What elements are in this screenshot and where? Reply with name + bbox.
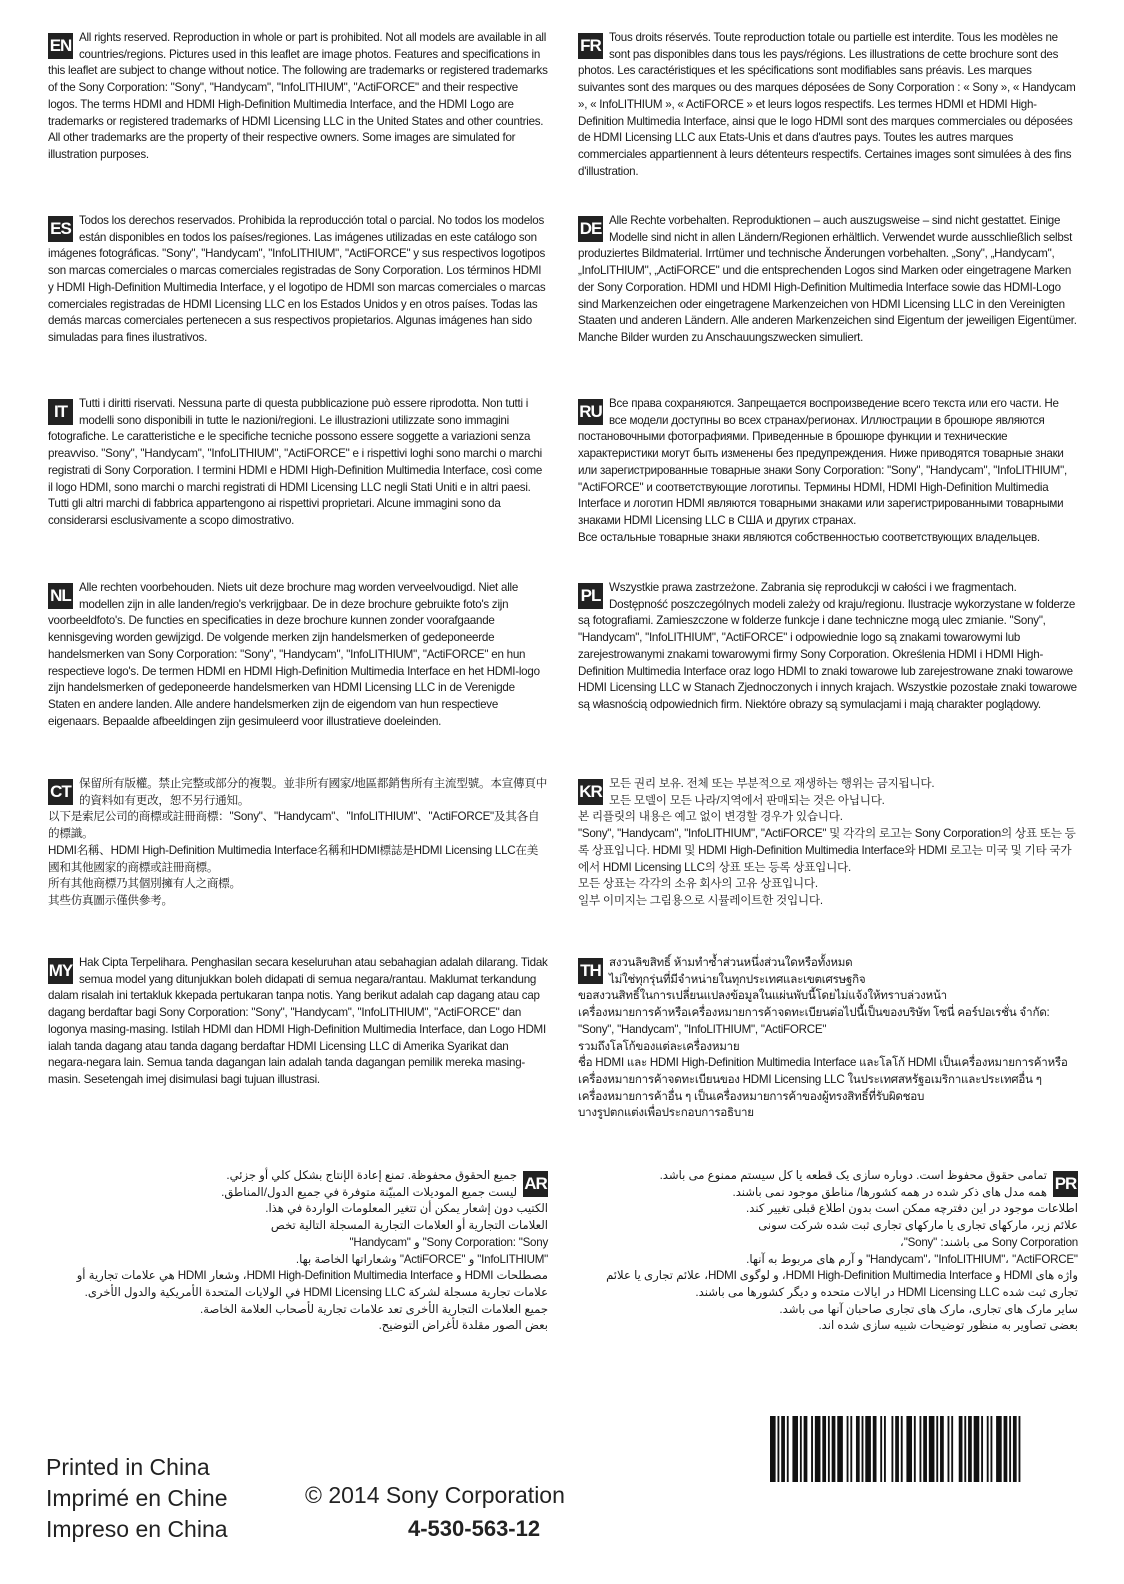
barcode-bar xyxy=(781,1416,785,1482)
notice-text-fr: Tous droits réservés. Toute reproduction totale ou partielle est interdite. Tous les modèles ne sont pas disponibles dans tous les pays/régions. Les illustrations de cette brochure sont des photos. Les caractéristiques et les spécifications sont modifiables sans préavis. Les marques suivantes sont des marques ou des marques déposées de Sony Corporation : « Sony », « Handycam », « InfoLITHIUM », « ActiFORCE » et leurs logos respectifs. Les termes HDMI et HDMI High-Definition Multimedia Interface, ainsi que le logo HDMI sont des marques commerciales ou déposées de HDMI Licensing LLC aux Etats-Unis et dans d'autres pays. Toutes les autres marques commerciales appartiennent à leurs détenteurs respectifs. Certaines images sont simulées à des fins d'illustration. xyxy=(578,31,1076,178)
language-badge-pr: PR xyxy=(1053,1171,1078,1197)
barcode-bar xyxy=(804,1416,808,1482)
barcode-bar xyxy=(884,1416,886,1482)
barcode-bar xyxy=(923,1416,927,1482)
notice-fr xyxy=(578,30,1078,180)
printed-line-fr: Imprimé en Chine xyxy=(46,1485,228,1511)
notice-nl xyxy=(48,580,548,730)
barcode-bar xyxy=(901,1416,903,1482)
barcode-bar xyxy=(822,1416,826,1482)
notice-text-ru: Все права сохраняются. Запрещается воспроизведение всего текста или его части. Не все модели доступны во всех странах/регионах. Иллюстрации в брошюре являются постановочными фотографиями. Приведенные в брошюре функции и технические характеристики могут быть изменены без предупреждения. Ниже приводятся товарные знаки или зарегистрированные товарные знаки Sony Corporation: "Sony", "Handycam", "InfoLITHIUM", "ActiFORCE" и соответствующие логотипы. Термины HDMI, HDMI High-Definition Multimedia Interface и логотип HDMI являются товарными знаками или зарегистрированными товарными знаками HDMI Licensing LLC в США и других странах. Все остальные товарные знаки являются собственностью соответствующих владельцев. xyxy=(578,397,1067,544)
language-badge-de: DE xyxy=(578,216,603,242)
barcode-bar xyxy=(800,1416,802,1482)
barcode-bar xyxy=(880,1416,882,1482)
notice-pl xyxy=(578,580,1078,714)
barcode-bar xyxy=(1013,1416,1017,1482)
barcode-bar xyxy=(770,1416,776,1482)
language-badge-ar: AR xyxy=(523,1171,548,1197)
notice-text-it: Tutti i diritti riservati. Nessuna parte di questa pubblicazione può essere riprodotta. Non tutti i modelli sono disponibili in tutte le nazioni/regioni. Le illustrazioni utilizzate sono immagini fotografiche. Le caratteristiche e le specifiche tecniche possono essere soggette a variazioni senza preavviso. "Sony", "Handycam", "InfoLITHIUM", "ActiFORCE" e i rispettivi loghi sono marchi o marchi registrati di Sony Corporation. I termini HDMI e HDMI High-Definition Multimedia Interface, così come il logo HDMI, sono marchi o marchi registrati di HDMI Licensing LLC negli Stati Uniti e in altri paesi. Tutti gli altri marchi di fabbrica appartengono ai rispettivi proprietari. Alcune immagini sono da considerarsi esclusivamente a scopo dimostrativo. xyxy=(48,397,543,527)
barcode-bar xyxy=(891,1416,893,1482)
printed-in-block xyxy=(46,1452,228,1545)
barcode-bar xyxy=(990,1416,992,1482)
language-badge-ru: RU xyxy=(578,399,603,425)
language-badge-kr: KR xyxy=(578,779,603,805)
notice-text-my: Hak Cipta Terpelihara. Penghasilan secara keseluruhan atau sebahagian adalah dilarang. Tidak semua model yang ditunjukkan boleh didapati di semua negara/rantau. Maklumat terkandung dalam risalah ini tertakluk kkepada pertukaran tanpa notis. Yang berikut adalah cap dagang atau cap dagang berdaftar bagi Sony Corporation: "Sony", "Handycam", "InfoLITHIUM", "ActiFORCE" dan logonya masing-masing. Istilah HDMI dan HDMI High-Definition Multimedia Interface, dan Logo HDMI ialah tanda dagang atau tanda dagang berdaftar HDMI Licensing LLC di Amerika Syarikat dan negara-negara lain. Semua tanda dagangan lain adalah tanda dagangan pemilik mereka masing-masin. Sesetengah imej disimulasi bagi tujuan illustrasi. xyxy=(48,956,548,1086)
barcode-bar xyxy=(919,1416,921,1482)
notice-text-en: All rights reserved. Reproduction in whole or part is prohibited. Not all models are available in all countries/regions. Pictures used in this leaflet are image photos. Features and specifications in this leaflet are subject to change without notice. The following are trademarks or registered trademarks of the Sony Corporation: "Sony", "Handycam", "InfoLITHIUM", "ActiFORCE" and their respective logos. The terms HDMI and HDMI High-Definition Multimedia Interface, and the HDMI Logo are trademarks or registered trademarks of HDMI Licensing LLC in the United States and other countries. All other trademarks are the property of their respective owners. Some images are simulated for illustration purposes. xyxy=(48,31,548,161)
notice-it xyxy=(48,396,548,530)
notice-ru xyxy=(578,396,1078,546)
part-number: 4-530-563-12 xyxy=(408,1516,541,1541)
barcode-bar xyxy=(895,1416,899,1482)
barcode-bar xyxy=(862,1416,864,1482)
language-badge-es: ES xyxy=(48,216,73,242)
barcode-bar xyxy=(856,1416,860,1482)
notice-pr xyxy=(578,1168,1078,1335)
language-badge-th: TH xyxy=(578,958,603,984)
language-badge-nl: NL xyxy=(48,583,73,609)
barcode-bar xyxy=(914,1416,916,1482)
notice-text-pr: تمامی حقوق محفوظ است. دوباره سازی یک قطعه یا کل سیستم ممنوع می باشد. همه مدل های ذکر شده در همه کشورها/ مناطق موجود نمی باشند. اطلاعات موجود در این دفترچه ممکن است بدون اطلاع قبلی تغییر کند. علائم زیر، مارکهای تجاری یا مارکهای تجاری ثبت شده شرکت سونی Sony Corporation می باشند: "Sony"، "Handycam"، "InfoLITHIUM"، "ActiFORCE" و آرم های مربوط به آنها. واژه های HDMI و HDMI High-Definition Multimedia Interface، و لوگوی HDMI، علائم تجاری یا علائم تجاری ثبت شده HDMI Licensing LLC در ایالات متحده و دیگر کشورها می باشند. سایر مارک های تجاری، مارک های تجاری صاحبان آنها می باشد. بعضی تصاویر به منظور توضیحات شبیه سازی شده اند. xyxy=(606,1169,1078,1333)
barcode-bar xyxy=(837,1416,843,1482)
barcode-bar xyxy=(951,1416,953,1482)
notice-text-nl: Alle rechten voorbehouden. Niets uit deze brochure mag worden verveelvoudigd. Niet alle modellen zijn in alle landen/regio's verkrijgbaar. De in deze brochure gebruikte foto's zijn voorbeeldfoto's. De functies en specificaties in deze brochure kunnen zonder voorafgaande kennisgeving worden gewijzigd. De volgende merken zijn handelsmerken of gedeponeerde handelsmerken van Sony Corporation: "Sony", "Handycam", "InfoLITHIUM", "ActiFORCE" en hun respectieve logo's. De termen HDMI en HDMI High-Definition Multimedia Interface en het HDMI-logo zijn handelsmerken of gedeponeerde handelsmerken van HDMI Licensing LLC in de Verenigde Staten en andere landen. Alle andere handelsmerken zijn de eigendom van hun respectieve eigenaars. Bepaalde afbeeldingen zijn gesimuleerd voor illustratieve doeleinden. xyxy=(48,581,540,728)
barcode-bar xyxy=(948,1416,950,1482)
notice-text-kr: 모든 권리 보유. 전체 또는 부분적으로 재생하는 행위는 금지됩니다. 모든 모델이 모든 나라/지역에서 판매되는 것은 아닙니다. 본 리플릿의 내용은 예고 없이 변경할 경우가 있습니다. "Sony", "Handycam", "InfoLITHIUM", "ActiFORCE" 및 각각의 로고는 Sony Corporation의 상표 또는 등록 상표입니다. HDMI 및 HDMI High-Definition Multimedia Interface와 HDMI 로고는 미국 및 기타 국가에서 HDMI Licensing LLC의 상표 또는 등록 상표입니다. 모든 상표는 각각의 소유 회사의 고유 상표입니다. 일부 이미지는 그림용으로 시뮬레이트한 것입니다. xyxy=(578,777,1076,907)
barcode-bar xyxy=(828,1416,830,1482)
barcode-bar xyxy=(936,1416,938,1482)
notice-ar xyxy=(48,1168,548,1335)
barcode-bar xyxy=(1009,1416,1011,1482)
printed-line-es: Impreso en China xyxy=(46,1516,228,1542)
language-badge-fr: FR xyxy=(578,33,603,59)
barcode-bar xyxy=(1004,1416,1008,1482)
notice-th xyxy=(578,955,1078,1122)
barcode-bar xyxy=(832,1416,836,1482)
barcode-bar xyxy=(792,1416,798,1482)
notice-kr xyxy=(578,776,1078,910)
notice-es xyxy=(48,213,548,347)
notice-my xyxy=(48,955,548,1089)
barcode-bar xyxy=(865,1416,871,1482)
barcode-bar xyxy=(968,1416,972,1482)
barcode-bar xyxy=(996,1416,1002,1482)
notice-de xyxy=(578,213,1078,347)
barcode xyxy=(770,1416,1026,1482)
notice-text-th: สงวนลิขสิทธิ์ ห้ามทำซ้ำส่วนหนึ่งส่วนใดหรือทั้งหมด ไม่ใช่ทุกรุ่นที่มีจำหน่ายในทุกประเทศและเขตเศรษฐกิจ ขอสงวนสิทธิ์ในการเปลี่ยนแปลงข้อมูลในแผ่นพับนี้โดยไม่แจ้งให้ทราบล่วงหน้า เครื่องหมายการค้าหรือเครื่องหมายการค้าจดทะเบียนต่อไปนี้เป็นของบริษัท โซนี่ คอร์ปอเรชั่น จำกัด: "Sony", "Handycam", "InfoLITHIUM", "ActiFORCE" รวมถึงโลโก้ของแต่ละเครื่องหมาย ชื่อ HDMI และ HDMI High-Definition Multimedia Interface และโลโก้ HDMI เป็นเครื่องหมายการค้าหรือเครื่องหมายการค้าจดทะเบียนของ HDMI Licensing LLC ในประเทศสหรัฐอเมริกาและประเทศอื่น ๆ เครื่องหมายการค้าอื่น ๆ เป็นเครื่องหมายการค้าของผู้ทรงสิทธิ์ที่รับผิดชอบ บางรูปตกแต่งเพื่อประกอบการอธิบาย xyxy=(578,956,1068,1120)
barcode-bar xyxy=(981,1416,983,1482)
barcode-bar xyxy=(974,1416,980,1482)
barcode-bar xyxy=(850,1416,852,1482)
notice-text-ct: 保留所有版權。禁止完整或部分的複製。並非所有國家/地區都銷售所有主流型號。本宣傳頁中的資料如有更改，恕不另行通知。 以下是索尼公司的商標或註冊商標："Sony"、"Handycam"、"InfoLITHIUM"、"ActiFORCE"及其各自的標識。 HDMI名稱、HDMI High-Definition Multimedia Interface名稱和HDMI標誌是HDMI Licensing LLC在美國和其他國家的商標或註冊商標。 所有其他商標乃其個別擁有人之商標。 其些仿真圖示僅供參考。 xyxy=(48,777,548,907)
notice-text-de: Alle Rechte vorbehalten. Reproduktionen – auch auszugsweise – sind nicht gestattet. Einige Modelle sind nicht in allen Ländern/Regionen erhältlich. Verwendet wurde ausschließlich selbst produziertes Bildmaterial. Irrtümer und technische Änderungen vorbehalten. „Sony", „Handycam", „InfoLITHIUM", „ActiFORCE" und die entsprechenden Logos sind Marken oder eingetragene Marken der Sony Corporation. HDMI und HDMI High-Definition Multimedia Interface sowie das HDMI-Logo sind Markenzeichen oder eingetragene Markenzeichen von HDMI Licensing LLC in den Vereinigten Staaten und anderen Ländern. Alle anderen Markenzeichen sind Eigentum der jeweiligen Eigentümer. Manche Bilder wurden zu Anschauungszwecken simuliert. xyxy=(578,214,1077,344)
notice-text-es: Todos los derechos reservados. Prohibida la reproducción total o parcial. No todos los modelos están disponibles en todos los países/regiones. Las imágenes utilizadas en este catálogo son imágenes fotográficas. "Sony", "Handycam", "InfoLITHIUM", "ActiFORCE" y sus respectivos logotipos son marcas comerciales o marcas comerciales registradas de Sony Corporation. Los términos HDMI y HDMI High-Definition Multimedia Interface, y el logotipo de HDMI son marcas comerciales o marcas comerciales registradas de HDMI Licensing LLC en los Estados Unidos y en otros países. Todas las demás marcas comerciales pertenecen a sus respectivos propietarios. Algunas imágenes han sido simuladas para fines ilustrativos. xyxy=(48,214,546,344)
barcode-bar xyxy=(873,1416,877,1482)
printed-line-en: Printed in China xyxy=(46,1454,210,1480)
notice-text-pl: Wszystkie prawa zastrzeżone. Zabrania się reprodukcji w całości i we fragmentach. Dostępność poszczególnych modeli zależy od kraju/regionu. Ilustracje wykorzystane w folderze są fotografiami. Zamieszczone w folderze funkcje i dane techniczne mogą ulec zmianie. "Sony", "Handycam", "InfoLITHIUM", "ActiFORCE" i odpowiednie logo są znakami towarowymi lub zarejestrowanymi znakami towarowymi firmy Sony Corporation. Określenia HDMI i HDMI High-Definition Multimedia Interface oraz logo HDMI to znaki towarowe lub zarejestrowane znaki towarowe HDMI Licensing LLC w Stanach Zjednoczonych i innych krajach. Wszystkie pozostałe znaki towarowe są własnością odpowiednich firm. Niektóre obrazy są symulacjami i mają charakter poglądowy. xyxy=(578,581,1077,711)
notice-text-ar: جميع الحقوق محفوظة. تمنع إعادة الإنتاج بشكل كلي أو جزئي. ليست جميع الموديلات المبيّنة متوفرة في جميع الدول/المناطق. الكتيب دون إشعار يمكن أن تتغير المعلومات الواردة في هذا. العلامات التجارية أو العلامات التجارية المسجلة التالية تخص Sony Corporation: "Sony" و "Handycam" "InfoLITHIUM" و "ActiFORCE" وشعاراتها الخاصة بها. مصطلحات HDMI و HDMI High-Definition Multimedia Interface، وشعار HDMI هي علامات تجارية أو علامات تجارية مسجلة لشركة HDMI Licensing LLC في الولايات المتحدة الأمريكية والدول الأخرى. جميع العلامات التجارية الأخرى تعد علامات تجارية لأصحاب العلامة الخاصة. بعض الصور مقلدة لأغراض التوضيح. xyxy=(76,1169,548,1333)
language-badge-ct: CT xyxy=(48,779,73,805)
barcode-bar xyxy=(847,1416,849,1482)
barcode-bar xyxy=(777,1416,779,1482)
barcode-bar xyxy=(959,1416,963,1482)
notice-ct xyxy=(48,776,548,910)
barcode-bar xyxy=(929,1416,935,1482)
barcode-bar xyxy=(1019,1416,1021,1482)
barcode-bar xyxy=(787,1416,789,1482)
notice-en xyxy=(48,30,548,164)
barcode-bar xyxy=(811,1416,813,1482)
language-badge-it: IT xyxy=(48,399,73,425)
barcode-bar xyxy=(987,1416,989,1482)
barcode-bar xyxy=(906,1416,912,1482)
barcode-bar xyxy=(964,1416,966,1482)
language-badge-pl: PL xyxy=(578,583,603,609)
language-badge-my: MY xyxy=(48,958,73,984)
barcode-bar xyxy=(815,1416,821,1482)
copyright: © 2014 Sony Corporation xyxy=(305,1482,565,1508)
barcode-bar xyxy=(940,1416,944,1482)
language-badge-en: EN xyxy=(48,33,73,59)
